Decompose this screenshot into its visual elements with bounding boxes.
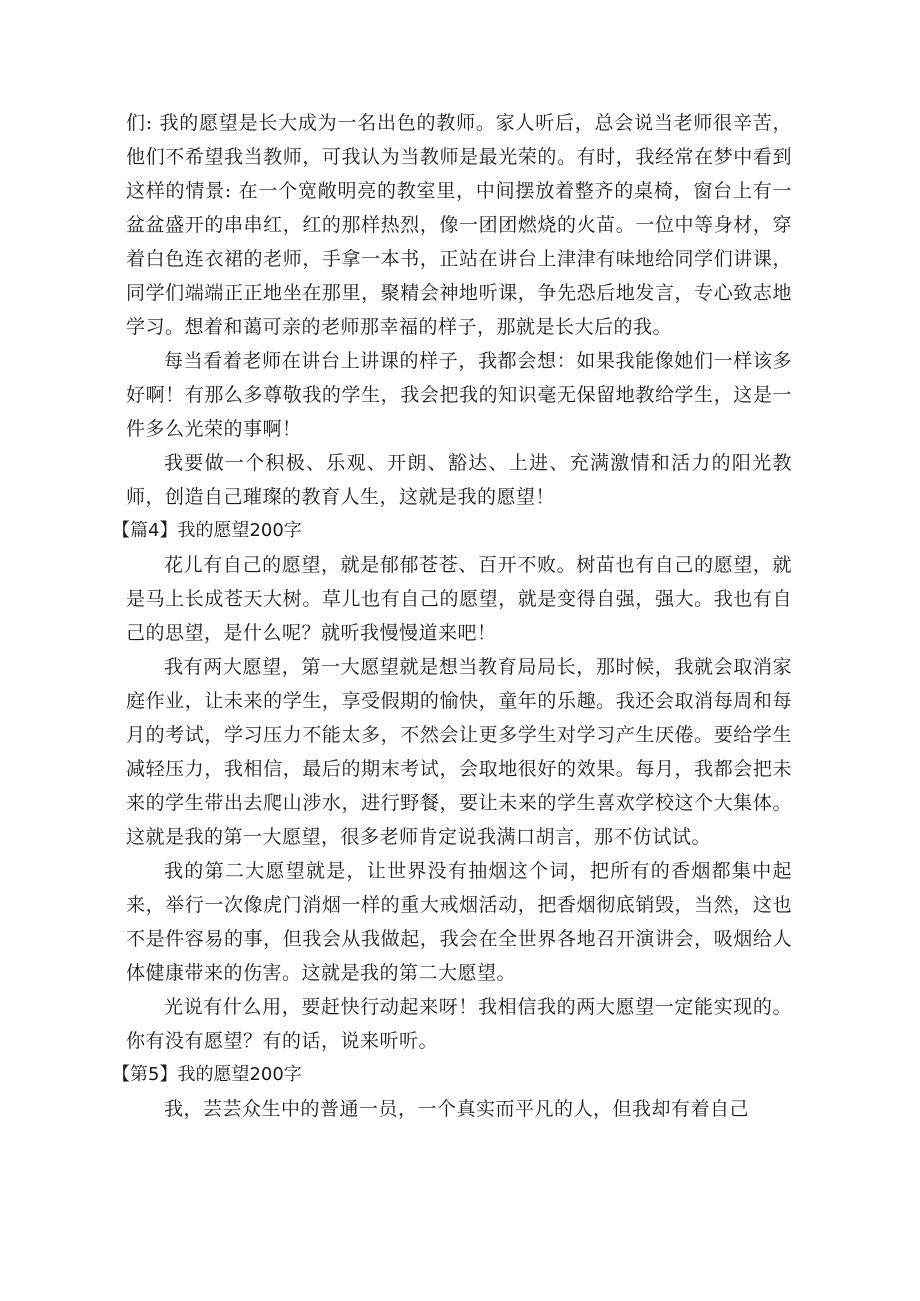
paragraph-2: 每当看着老师在讲台上讲课的样子，我都会想：如果我能像她们一样该多好啊！有那么多尊敬我的学生，我会把我的知识毫无保留地教给学生，这是一件多么光荣的事啊！ [126,350,792,440]
section-heading-5: 【第5】我的愿望200字 [112,1064,302,1085]
section-heading-4: 【篇4】我的愿望200字 [112,520,302,541]
paragraph-4: 花儿有自己的愿望，就是郁郁苍苍、百开不败。树苗也有自己的愿望，就是马上长成苍天大树。草儿也有自己的愿望，就是变得自强，强大。我也有自己的思望，是什么呢？就听我慢慢道来吧！ [126,554,792,644]
paragraph-8: 我，芸芸众生中的普通一员，一个真实而平凡的人，但我却有着自己 [164,1098,750,1120]
paragraph-6: 我的第二大愿望就是，让世界没有抽烟这个词，把所有的香烟都集中起来，举行一次像虎门消烟一样的重大戒烟活动，把香烟彻底销毁，当然，这也不是件容易的事，但我会从我做起，我会在全世界各地召开演讲会，吸烟给人体健康带来的伤害。这就是我的第二大愿望。 [126,860,792,984]
paragraph-5: 我有两大愿望，第一大愿望就是想当教育局局长，那时候，我就会取消家庭作业，让未来的学生，享受假期的愉快，童年的乐趣。我还会取消每周和每月的考试，学习压力不能太多，不然会让更多学生对学习产生厌倦。要给学生减轻压力，我相信，最后的期末考试，会取地很好的效果。每月，我都会把未来的学生带出去爬山涉水，进行野餐，要让未来的学生喜欢学校这个大集体。这就是我的第一大愿望，很多老师肯定说我满口胡言，那不仿试试。 [126,656,792,848]
paragraph-7: 光说有什么用，要赶快行动起来呀！我相信我的两大愿望一定能实现的。你有没有愿望？有的话，说来听听。 [126,996,792,1052]
paragraph-1: 们: 我的愿望是长大成为一名出色的教师。家人听后，总会说当老师很辛苦，他们不希望我当教师，可我认为当教师是最光荣的。有时，我经常在梦中看到这样的情景: 在一个宽敞明亮的教室里，中间摆放着整齐的桌椅，窗台上有一盆盆盛开的串串红，红的那样热烈，像一团团燃烧的火苗。一位中等身材，穿着白色连衣裙的老师，手拿一本书，正站在讲台上津津有味地给同学们讲课，同学们端端正正地坐在那里，聚精会神地听课，争先恐后地发言，专心致志地学习。想着和蔼可亲的老师那幸福的样子，那就是长大后的我。 [126,112,792,338]
document-page [112,106,792,1126]
paragraph-3: 我要做一个积极、乐观、开朗、豁达、上进、充满激情和活力的阳光教师，创造自己璀璨的教育人生，这就是我的愿望！ [126,452,792,508]
